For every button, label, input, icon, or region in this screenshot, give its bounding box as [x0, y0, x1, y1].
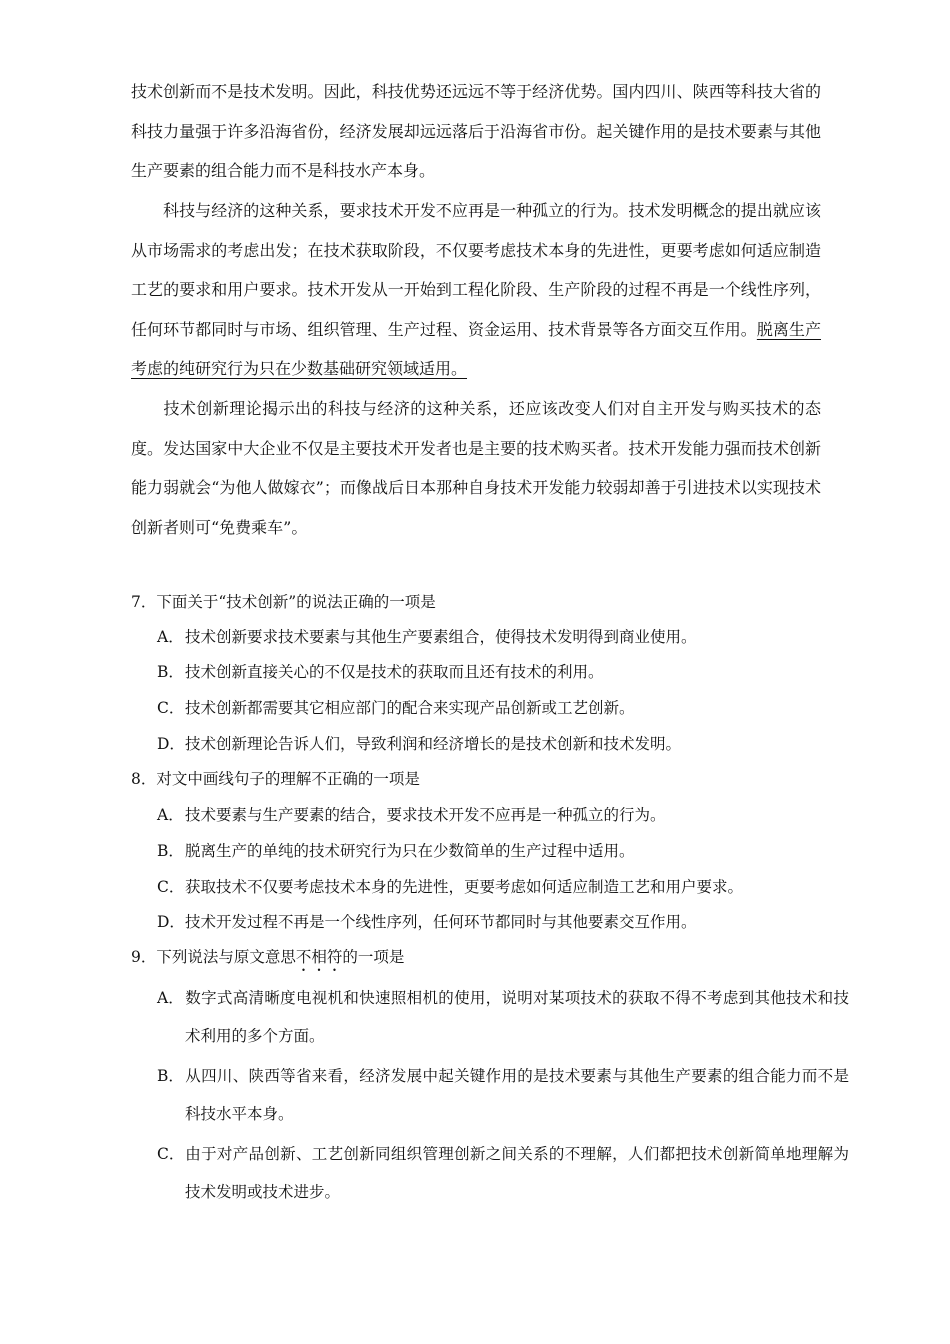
question-9-option-a[interactable] — [157, 979, 849, 1055]
option-text: 技术创新直接关心的不仅是技术的获取而且还有技术的利用。 — [185, 663, 604, 681]
option-letter: B． — [157, 842, 184, 860]
option-letter: B． — [157, 1067, 184, 1085]
question-9-option-b[interactable] — [157, 1057, 849, 1133]
passage-paragraph-2 — [131, 191, 821, 389]
underlined-sentence: 脱离生产考虑的纯研究行为只在少数基础研究领域适用。 — [131, 319, 821, 378]
question-9-stem — [131, 945, 821, 975]
option-text: 技术创新要求技术要素与其他生产要素组合，使得技术发明得到商业使用。 — [185, 628, 697, 646]
option-letter: A． — [157, 806, 184, 824]
option-letter: C． — [157, 878, 185, 896]
question-7-stem: 7．下面关于“技术创新”的说法正确的一项是 — [131, 593, 436, 611]
option-text: 技术创新理论告诉人们，导致利润和经济增长的是技术创新和技术发明。 — [185, 735, 682, 753]
emphasized-phrase: 不相符 — [295, 948, 343, 966]
option-letter: D． — [157, 913, 185, 931]
option-letter: A． — [157, 628, 184, 646]
passage-paragraph-1-text: 技术创新而不是技术发明。因此，科技优势还远远不等于经济优势。国内四川、陕西等科技大省的科技力量强于许多沿海省份，经济发展却远远落后于沿海省市份。起关键作用的是技术要素与其他生产要素的组合能力而不是科技水产本身。 — [131, 82, 821, 180]
option-letter: B． — [157, 663, 184, 681]
question-7-option-a[interactable] — [157, 625, 821, 649]
question-9-stem-after: 的一项是 — [342, 948, 405, 966]
option-text: 技术创新都需要其它相应部门的配合来实现产品创新或工艺创新。 — [185, 699, 635, 717]
option-letter: C． — [157, 1145, 185, 1163]
option-text: 技术开发过程不再是一个线性序列，任何环节都同时与其他要素交互作用。 — [185, 913, 697, 931]
option-text: 脱离生产的单纯的技术研究行为只在少数简单的生产过程中适用。 — [185, 842, 635, 860]
question-8-option-a[interactable] — [157, 803, 821, 827]
option-text: 技术要素与生产要素的结合，要求技术开发不应再是一种孤立的行为。 — [185, 806, 666, 824]
question-7-option-c[interactable] — [157, 696, 821, 720]
option-letter: C． — [157, 699, 185, 717]
question-8-option-c[interactable] — [157, 875, 821, 899]
question-9-option-c[interactable] — [157, 1135, 849, 1211]
question-8-option-b[interactable] — [157, 839, 821, 863]
passage-paragraph-1 — [131, 72, 821, 191]
passage-paragraph-3 — [131, 389, 821, 547]
option-text: 获取技术不仅要考虑技术本身的先进性，更要考虑如何适应制造工艺和用户要求。 — [185, 878, 744, 896]
question-8-option-d[interactable] — [157, 910, 821, 934]
question-9-stem-before: 9．下列说法与原文意思 — [131, 948, 296, 966]
option-letter: D． — [157, 735, 185, 753]
option-letter: A． — [157, 989, 184, 1007]
option-text: 数字式高清晰度电视机和快速照相机的使用，说明对某项技术的获取不得不考虑到其他技术和技术利用的多个方面。 — [185, 989, 849, 1045]
passage-paragraph-2-text: 科技与经济的这种关系，要求技术开发不应再是一种孤立的行为。技术发明概念的提出就应该从市场需求的考虑出发；在技术获取阶段，不仅要考虑技术本身的先进性，更要考虑如何适应制造工艺的要求和用户要求。技术开发从一开始到工程化阶段、生产阶段的过程不再是一个线性序列，任何环节都同时与市场、组织管理、生产过程、资金运用、技术背景等各方面交互作用。 — [131, 201, 821, 339]
option-text: 从四川、陕西等省来看，经济发展中起关键作用的是技术要素与其他生产要素的组合能力而不是科技水平本身。 — [185, 1067, 849, 1123]
question-7-option-b[interactable] — [157, 660, 821, 684]
passage-paragraph-3-text: 技术创新理论揭示出的科技与经济的这种关系，还应该改变人们对自主开发与购买技术的态度。发达国家中大企业不仅是主要技术开发者也是主要的技术购买者。技术开发能力强而技术创新能力弱就会“为他人做嫁衣”；而像战后日本那种自身技术开发能力较弱却善于引进技术以实现技术创新者则可“免费乘车”。 — [131, 399, 821, 537]
question-7-option-d[interactable] — [157, 732, 821, 756]
question-8-stem: 8．对文中画线句子的理解不正确的一项是 — [131, 770, 420, 788]
option-text: 由于对产品创新、工艺创新同组织管理创新之间关系的不理解，人们都把技术创新简单地理解为技术发明或技术进步。 — [185, 1145, 849, 1201]
